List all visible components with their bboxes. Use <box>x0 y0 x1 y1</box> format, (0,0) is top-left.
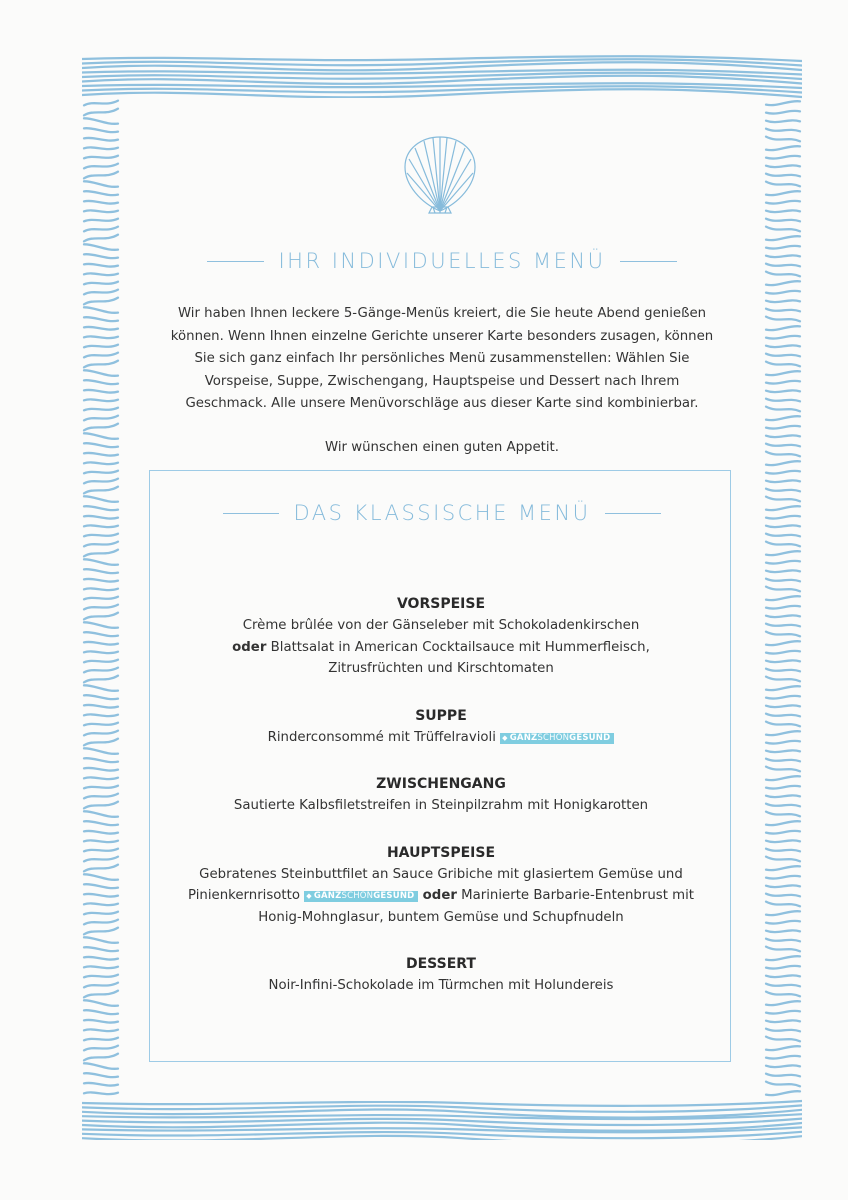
dish-text: Pinienkernrisotto <box>187 888 300 903</box>
badge-text: SCHÖN <box>341 891 374 901</box>
scallop-shell-icon <box>399 133 481 215</box>
heading-rule-right <box>605 513 661 514</box>
ganz-schoen-gesund-badge <box>304 891 418 902</box>
intro-text <box>170 303 714 459</box>
ganz-schoen-gesund-badge <box>500 733 614 744</box>
badge-text: GESUND <box>373 891 415 901</box>
dish-text: Blattsalat in American Cocktailsauce mit Hummerfleisch, <box>270 639 650 655</box>
dish-line: Sautierte Kalbsfiletstreifen in Steinpilzrahm mit Honigkarotten <box>233 798 649 813</box>
heading-rule-left <box>223 513 279 514</box>
dish-text: Rinderconsommé mit Trüffelravioli <box>267 729 496 745</box>
course-title: VORSPEISE <box>396 596 486 612</box>
badge-text: SCHÖN <box>537 732 570 743</box>
course-hauptspeise <box>150 842 732 929</box>
dish-line: Gebratenes Steinbuttfilet an Sauce Gribiche mit glasiertem Gemüse und <box>199 866 683 882</box>
dish-line: Zitrusfrüchten und Kirschtomaten <box>328 661 554 676</box>
intro-line: Wir haben Ihnen leckere 5-Gänge-Menüs kreiert, die Sie heute Abend genießen <box>177 306 707 321</box>
menu-title: DAS KLASSISCHE MENÜ <box>293 501 591 525</box>
or-word: oder <box>232 639 267 655</box>
dish-line <box>150 637 732 659</box>
or-word: oder <box>422 888 457 903</box>
greeting: Wir wünschen einen guten Appetit. <box>324 439 560 455</box>
leaf-icon: ◆ <box>306 892 312 900</box>
course-title: SUPPE <box>415 707 467 724</box>
course-title: DESSERT <box>406 956 476 972</box>
course-zwischengang <box>150 773 732 817</box>
badge-text: GANZ <box>313 891 342 901</box>
course-suppe <box>150 705 732 749</box>
page-title: IHR INDIVIDUELLES MENÜ <box>278 249 606 273</box>
leaf-icon: ◆ <box>502 733 508 742</box>
classic-menu-heading <box>120 501 764 525</box>
badge-text: GANZ <box>509 732 538 743</box>
dish-line: Crème brûlée von der Gänseleber mit Schokoladenkirschen <box>242 618 640 633</box>
dish-line <box>150 727 732 749</box>
intro-line: Vorspeise, Suppe, Zwischengang, Hauptspeise und Dessert nach Ihrem <box>204 373 680 389</box>
course-title: HAUPTSPEISE <box>386 844 496 861</box>
menu-heading <box>120 249 764 273</box>
course-title: ZWISCHENGANG <box>376 776 506 792</box>
dish-line: Noir-Infini-Schokolade im Türmchen mit Holundereis <box>268 978 614 993</box>
badge-text: GESUND <box>569 732 611 743</box>
dish-line: Honig-Mohnglasur, buntem Gemüse und Schupfnudeln <box>258 909 624 925</box>
heading-rule-left <box>207 261 264 262</box>
course-list <box>150 593 732 1022</box>
dish-line <box>150 885 732 907</box>
course-dessert <box>150 953 732 997</box>
intro-line: Sie sich ganz einfach Ihr persönliches Menü zusammenstellen: Wählen Sie <box>194 351 690 366</box>
intro-line: Geschmack. Alle unsere Menüvorschläge aus dieser Karte sind kombinierbar. <box>185 396 699 411</box>
course-vorspeise <box>150 593 732 680</box>
intro-line: können. Wenn Ihnen einzelne Gerichte unserer Karte besonders zusagen, können <box>170 328 714 344</box>
dish-text: Marinierte Barbarie-Entenbrust mit <box>461 888 694 903</box>
heading-rule-right <box>620 261 677 262</box>
